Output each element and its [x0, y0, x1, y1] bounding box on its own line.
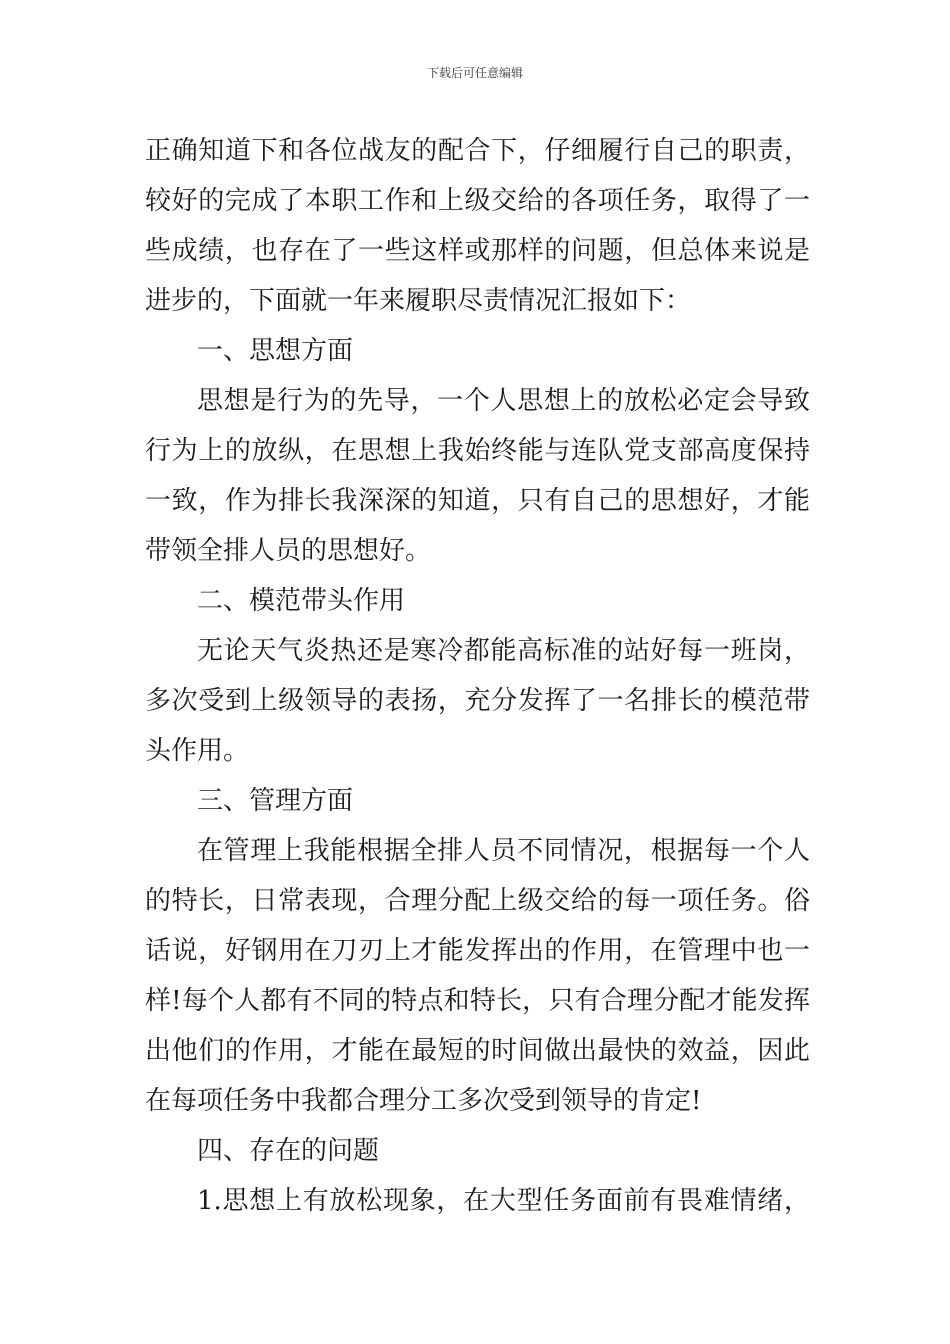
- body-line: 行为上的放纵，在思想上我始终能与连队党支部高度保持: [145, 436, 810, 466]
- body-line: 多次受到上级领导的表扬，充分发挥了一名排长的模范带: [145, 686, 810, 716]
- section-heading-management: 三、管理方面: [197, 786, 354, 816]
- body-line: 头作用。: [145, 736, 250, 766]
- header-note: 下载后可任意编辑: [426, 66, 523, 80]
- section-heading-problems: 四、存在的问题: [197, 1136, 380, 1166]
- body-line: 正确知道下和各位战友的配合下，仔细履行自己的职责，: [145, 136, 810, 166]
- body-line: 出他们的作用，才能在最短的时间做出最快的效益，因此: [145, 1036, 810, 1066]
- document-body: [145, 126, 810, 1226]
- body-line: 样!每个人都有不同的特点和特长，只有合理分配才能发挥: [145, 986, 810, 1016]
- body-line: 较好的完成了本职工作和上级交给的各项任务，取得了一: [145, 186, 810, 216]
- body-line: 在每项任务中我都合理分工多次受到领导的肯定!: [145, 1086, 702, 1116]
- body-line: 进步的，下面就一年来履职尽责情况汇报如下：: [145, 286, 692, 316]
- section-heading-role-model: 二、模范带头作用: [197, 586, 406, 616]
- body-line: 些成绩，也存在了一些这样或那样的问题，但总体来说是: [145, 236, 810, 266]
- section-heading-thought: 一、思想方面: [197, 336, 354, 366]
- body-line: 一致，作为排长我深深的知道，只有自己的思想好，才能: [145, 486, 810, 516]
- body-line: 思想是行为的先导，一个人思想上的放松必定会导致: [197, 386, 810, 416]
- body-line: 在管理上我能根据全排人员不同情况，根据每一个人: [197, 836, 810, 866]
- body-line: 无论天气炎热还是寒冷都能高标准的站好每一班岗，: [197, 636, 810, 666]
- body-line: 1.思想上有放松现象，在大型任务面前有畏难情绪，: [197, 1186, 810, 1216]
- body-line: 的特长，日常表现，合理分配上级交给的每一项任务。俗: [145, 886, 810, 916]
- body-line: 话说，好钢用在刀刃上才能发挥出的作用，在管理中也一: [145, 936, 810, 966]
- body-line: 带领全排人员的思想好。: [145, 536, 432, 566]
